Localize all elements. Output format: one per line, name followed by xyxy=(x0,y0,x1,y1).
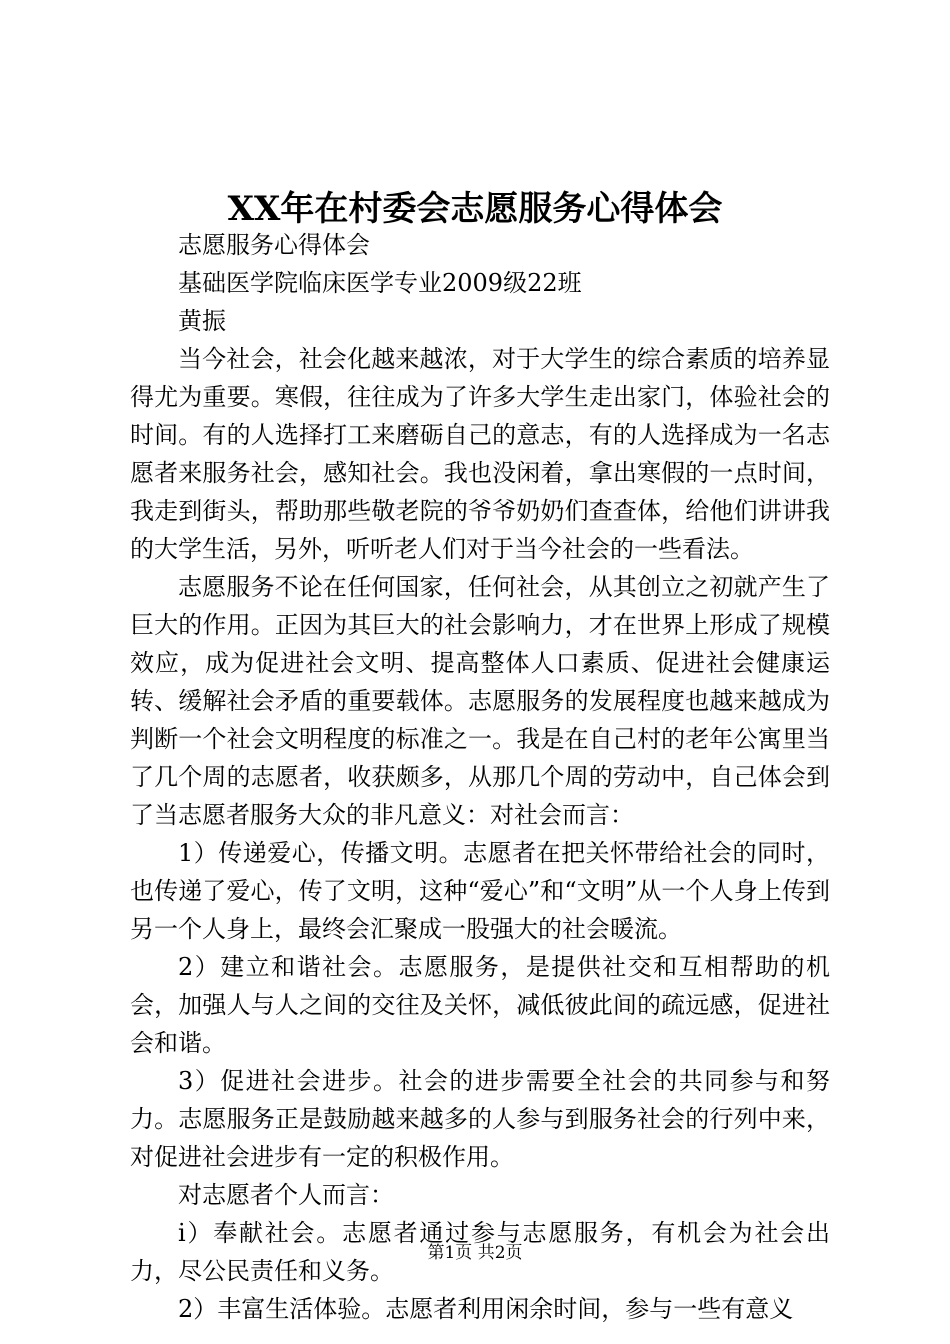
paragraph: 2）丰富生活体验。志愿者利用闲余时间，参与一些有意义 xyxy=(178,1295,794,1323)
paragraph: 志愿服务不论在任何国家，任何社会，从其创立之初就产生了巨大的作用。正因为其巨大的社会影响力，才在世界上形成了规模效应，成为促进社会文明、提高整体人口素质、促进社会健康运转、缓解社会矛盾的重要载体。志愿服务的发展程度也越来越成为判断一个社会文明程度的标准之一。我是在自己村的老年公寓里当了几个周的志愿者，收获颇多，从那几个周的劳动中，自己体会到了当志愿者服务大众的非凡意义：对社会而言： xyxy=(130,573,830,829)
paragraph-author: 黄振 xyxy=(178,307,226,335)
paragraph: 1）传递爱心，传播文明。志愿者在把关怀带给社会的同时，也传递了爱心，传了文明，这种“爱心”和“文明”从一个人身上传到另一个人身上，最终会汇聚成一股强大的社会暖流。 xyxy=(130,839,830,943)
paragraph: 当今社会，社会化越来越浓，对于大学生的综合素质的培养显得尤为重要。寒假，往往成为了许多大学生走出家门，体验社会的时间。有的人选择打工来磨砺自己的意志，有的人选择成为一名志愿者来服务社会，感知社会。我也没闲着，拿出寒假的一点时间，我走到街头，帮助那些敬老院的爷爷奶奶们查查体，给他们讲讲我的大学生活，另外，听听老人们对于当今社会的一些看法。 xyxy=(130,345,830,563)
paragraph: 2）建立和谐社会。志愿服务，是提供社交和互相帮助的机会，加强人与人之间的交往及关怀，减低彼此间的疏远感，促进社会和谐。 xyxy=(130,953,830,1057)
paragraph: 对志愿者个人而言： xyxy=(178,1181,394,1209)
document-title: XX年在村委会志愿服务心得体会 xyxy=(227,189,723,229)
paragraph: i）奉献社会。志愿者通过参与志愿服务，有机会为社会出力，尽公民责任和义务。 xyxy=(130,1219,830,1285)
paragraph-subtitle: 志愿服务心得体会 xyxy=(178,231,370,259)
paragraph: 3）促进社会进步。社会的进步需要全社会的共同参与和努力。志愿服务正是鼓励越来越多的人参与到服务社会的行列中来，对促进社会进步有一定的积极作用。 xyxy=(130,1067,830,1171)
document-body xyxy=(130,226,830,1328)
paragraph-affiliation: 基础医学院临床医学专业2009级22班 xyxy=(178,269,582,297)
page-footer: 第1页 共2页 xyxy=(427,1243,523,1263)
